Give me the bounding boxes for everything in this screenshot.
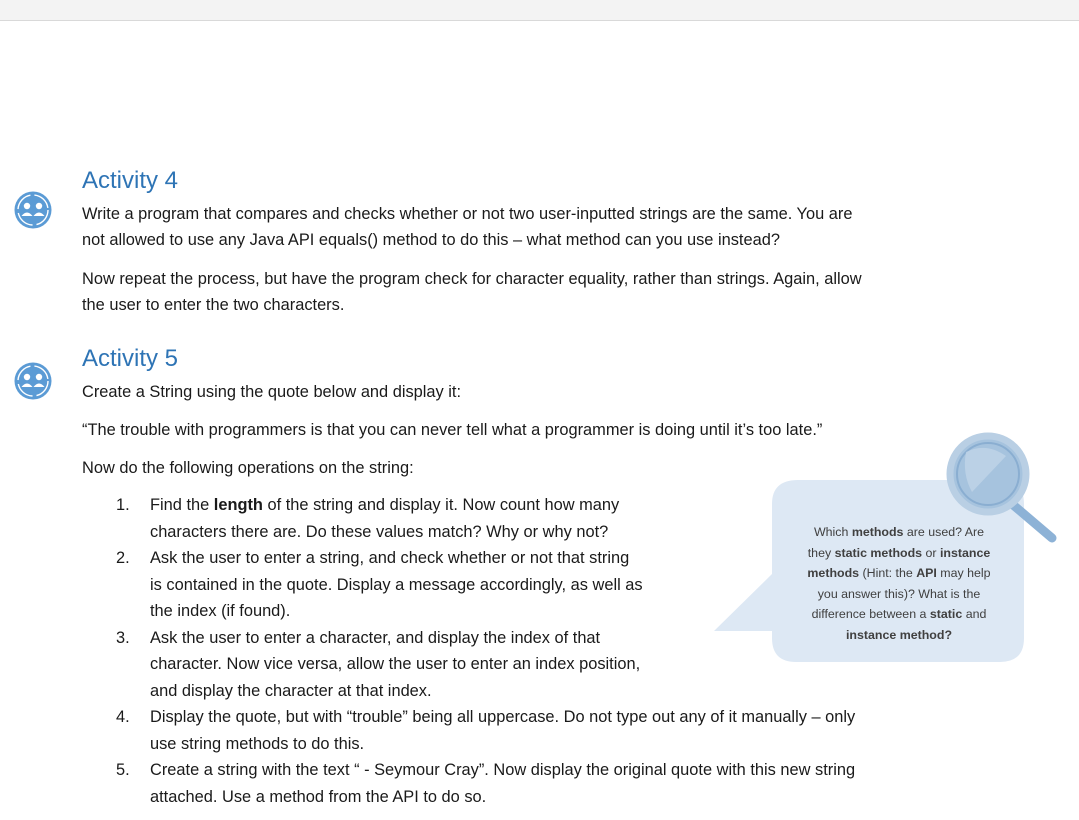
text-line: attached. Use a method from the API to do so.: [150, 787, 487, 806]
activity-4-title: Activity 4: [82, 167, 179, 194]
text-run: are used? Are: [903, 525, 985, 539]
text-line: Ask the user to enter a character, and display the index of that: [150, 628, 601, 647]
operations-list: [116, 492, 855, 810]
activity-5-quote: “The trouble with programmers is that you can never tell what a programmer is doing until it’s too late.”: [82, 421, 823, 439]
group-activity-icon: [14, 191, 52, 229]
activity-5-ops-intro: Now do the following operations on the string:: [82, 459, 414, 477]
top-toolbar-strip: [0, 0, 1079, 21]
text-line: Now repeat the process, but have the program check for character equality, rather than strings. Again, allow: [82, 270, 862, 288]
text-run: methods: [807, 566, 860, 580]
list-number: 5.: [116, 761, 130, 779]
list-number: 4.: [116, 708, 130, 726]
list-item: [116, 492, 855, 545]
text-line: Create a string with the text “ - Seymour Cray”. Now display the original quote with this new string: [150, 761, 856, 779]
text-run: and: [962, 607, 987, 621]
text-run: Which: [813, 525, 852, 539]
text-run: difference between a: [811, 607, 930, 621]
list-item: [116, 704, 855, 757]
list-item: [116, 757, 855, 810]
activity-4-paragraph-1: [82, 201, 852, 253]
list-number: 1.: [116, 496, 130, 514]
text-line: the index (if found).: [150, 602, 291, 620]
text-line: and display the character at that index.: [150, 681, 432, 700]
activity-5-title: Activity 5: [82, 345, 179, 372]
text-run: you answer this)? What is the: [817, 586, 981, 601]
text-line: Ask the user to enter a string, and check whether or not that string: [150, 549, 630, 567]
activity-4-paragraph-2: [82, 266, 862, 318]
text-line: Write a program that compares and checks whether or not two user-inputted strings are the same. You are: [82, 205, 853, 223]
text-line: the user to enter the two characters.: [82, 296, 345, 314]
text-run: may help: [936, 566, 991, 580]
text-line: use string methods to do this.: [150, 734, 365, 753]
text-line: is contained in the quote. Display a message accordingly, as well as: [150, 575, 643, 594]
text-line: Display the quote, but with “trouble” being all uppercase. Do not type out any of it manually – only: [150, 708, 856, 726]
text-run: Find the: [150, 496, 214, 514]
text-run: or: [922, 545, 940, 560]
text-run: instance method?: [845, 627, 953, 642]
text-run: of the string and display it. Now count how many: [262, 496, 620, 514]
text-run: (Hint: the: [859, 566, 917, 580]
list-item: [116, 545, 855, 625]
text-run: static methods: [834, 545, 923, 560]
text-run: length: [213, 496, 263, 514]
text-line: character. Now vice versa, allow the user to enter an index position,: [150, 655, 641, 673]
text-line: characters there are. Do these values match? Why or why not?: [150, 522, 609, 541]
text-run: instance: [939, 545, 991, 560]
text-run: they: [807, 545, 835, 560]
text-run: methods: [851, 525, 904, 539]
list-item: [116, 625, 855, 705]
text-run: static: [929, 607, 963, 621]
group-activity-icon: [14, 362, 52, 400]
text-run: API: [916, 566, 937, 580]
text-line: not allowed to use any Java API equals() method to do this – what method can you use instead?: [82, 231, 780, 249]
activity-5-intro: Create a String using the quote below and display it:: [82, 383, 462, 401]
list-number: 3.: [116, 628, 130, 647]
list-number: 2.: [116, 549, 130, 567]
